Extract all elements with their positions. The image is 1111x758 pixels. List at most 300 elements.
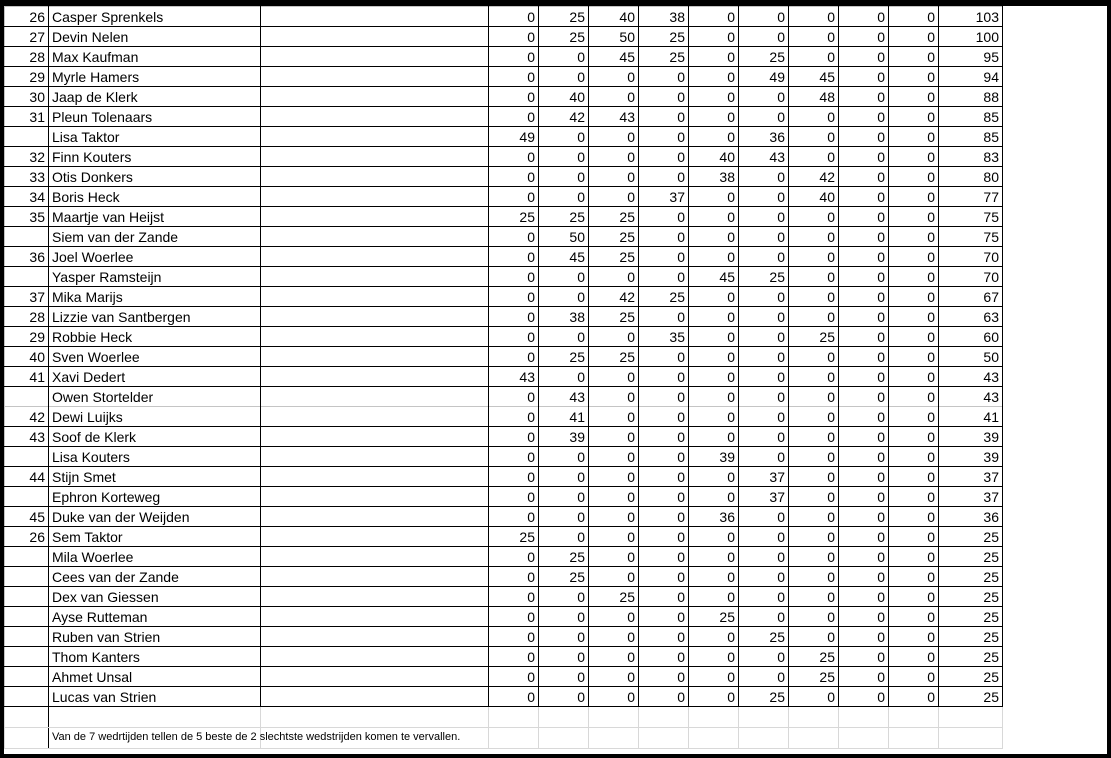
- score-cell[interactable]: 0: [489, 107, 539, 127]
- empty-cell[interactable]: [261, 387, 489, 407]
- score-cell[interactable]: 0: [739, 167, 789, 187]
- score-cell[interactable]: 0: [589, 367, 639, 387]
- score-cell[interactable]: 0: [739, 227, 789, 247]
- empty-cell[interactable]: [261, 607, 489, 627]
- score-cell[interactable]: 0: [889, 387, 939, 407]
- score-cell[interactable]: 0: [689, 527, 739, 547]
- score-cell[interactable]: 0: [589, 127, 639, 147]
- rank-cell[interactable]: 36: [5, 247, 49, 267]
- score-cell[interactable]: 0: [489, 187, 539, 207]
- score-cell[interactable]: 0: [889, 127, 939, 147]
- name-cell[interactable]: Casper Sprenkels: [49, 7, 261, 27]
- score-cell[interactable]: 25: [539, 547, 589, 567]
- score-cell[interactable]: 25: [589, 307, 639, 327]
- empty-cell[interactable]: [689, 728, 739, 749]
- score-cell[interactable]: 0: [639, 567, 689, 587]
- name-cell[interactable]: Duke van der Weijden: [49, 507, 261, 527]
- rank-cell[interactable]: 42: [5, 407, 49, 427]
- score-cell[interactable]: 43: [739, 147, 789, 167]
- rank-cell[interactable]: 35: [5, 207, 49, 227]
- score-cell[interactable]: 42: [589, 287, 639, 307]
- name-cell[interactable]: Xavi Dedert: [49, 367, 261, 387]
- score-cell[interactable]: 0: [639, 627, 689, 647]
- score-cell[interactable]: 0: [839, 47, 889, 67]
- score-cell[interactable]: 0: [639, 407, 689, 427]
- score-cell[interactable]: 0: [539, 667, 589, 687]
- score-cell[interactable]: 0: [489, 27, 539, 47]
- score-cell[interactable]: 0: [539, 647, 589, 667]
- score-cell[interactable]: 0: [689, 367, 739, 387]
- empty-cell[interactable]: [261, 587, 489, 607]
- score-cell[interactable]: 25: [539, 347, 589, 367]
- score-cell[interactable]: 40: [539, 87, 589, 107]
- score-cell[interactable]: 0: [839, 207, 889, 227]
- score-cell[interactable]: 0: [689, 427, 739, 447]
- score-cell[interactable]: 0: [639, 147, 689, 167]
- score-cell[interactable]: 25: [639, 27, 689, 47]
- score-cell[interactable]: 0: [739, 607, 789, 627]
- score-cell[interactable]: 0: [639, 67, 689, 87]
- score-cell[interactable]: 0: [889, 187, 939, 207]
- score-cell[interactable]: 0: [689, 687, 739, 707]
- score-cell[interactable]: 0: [889, 47, 939, 67]
- score-cell[interactable]: 0: [739, 347, 789, 367]
- score-cell[interactable]: 0: [889, 467, 939, 487]
- score-cell[interactable]: 0: [589, 467, 639, 487]
- total-cell[interactable]: 37: [939, 467, 1003, 487]
- score-cell[interactable]: 0: [539, 167, 589, 187]
- score-cell[interactable]: 25: [789, 647, 839, 667]
- rank-cell[interactable]: 41: [5, 367, 49, 387]
- score-cell[interactable]: 0: [789, 287, 839, 307]
- score-cell[interactable]: 0: [589, 487, 639, 507]
- score-cell[interactable]: 0: [539, 507, 589, 527]
- score-cell[interactable]: 0: [739, 307, 789, 327]
- score-cell[interactable]: 0: [739, 107, 789, 127]
- total-cell[interactable]: 85: [939, 107, 1003, 127]
- score-cell[interactable]: 0: [489, 247, 539, 267]
- score-cell[interactable]: 36: [689, 507, 739, 527]
- score-cell[interactable]: 0: [539, 67, 589, 87]
- score-cell[interactable]: 25: [489, 527, 539, 547]
- score-cell[interactable]: 0: [689, 327, 739, 347]
- score-cell[interactable]: 0: [739, 407, 789, 427]
- score-cell[interactable]: 0: [739, 7, 789, 27]
- empty-cell[interactable]: [261, 7, 489, 27]
- score-cell[interactable]: 0: [689, 547, 739, 567]
- score-cell[interactable]: 0: [789, 687, 839, 707]
- score-cell[interactable]: 0: [839, 327, 889, 347]
- rank-cell[interactable]: 26: [5, 527, 49, 547]
- name-cell[interactable]: Siem van der Zande: [49, 227, 261, 247]
- total-cell[interactable]: 25: [939, 627, 1003, 647]
- score-cell[interactable]: 0: [539, 487, 589, 507]
- empty-cell[interactable]: [261, 467, 489, 487]
- score-cell[interactable]: 0: [839, 287, 889, 307]
- name-cell[interactable]: Myrle Hamers: [49, 67, 261, 87]
- score-cell[interactable]: 0: [639, 527, 689, 547]
- score-cell[interactable]: 0: [489, 487, 539, 507]
- score-cell[interactable]: 0: [889, 347, 939, 367]
- score-cell[interactable]: 0: [589, 87, 639, 107]
- total-cell[interactable]: 50: [939, 347, 1003, 367]
- score-cell[interactable]: 0: [889, 227, 939, 247]
- rank-cell[interactable]: 32: [5, 147, 49, 167]
- score-cell[interactable]: 0: [739, 527, 789, 547]
- score-cell[interactable]: 0: [489, 507, 539, 527]
- score-cell[interactable]: 0: [889, 7, 939, 27]
- score-cell[interactable]: 0: [889, 667, 939, 687]
- total-cell[interactable]: 36: [939, 507, 1003, 527]
- score-cell[interactable]: 0: [589, 647, 639, 667]
- score-cell[interactable]: 25: [539, 567, 589, 587]
- total-cell[interactable]: 25: [939, 547, 1003, 567]
- score-cell[interactable]: 0: [739, 587, 789, 607]
- score-cell[interactable]: 43: [489, 367, 539, 387]
- name-cell[interactable]: Sven Woerlee: [49, 347, 261, 367]
- score-cell[interactable]: 0: [789, 147, 839, 167]
- score-cell[interactable]: 0: [839, 547, 889, 567]
- empty-cell[interactable]: [261, 667, 489, 687]
- score-cell[interactable]: 0: [889, 27, 939, 47]
- score-cell[interactable]: 0: [689, 567, 739, 587]
- score-cell[interactable]: 0: [739, 427, 789, 447]
- total-cell[interactable]: 37: [939, 487, 1003, 507]
- score-cell[interactable]: 0: [639, 687, 689, 707]
- rank-cell[interactable]: 27: [5, 27, 49, 47]
- score-cell[interactable]: 0: [639, 307, 689, 327]
- score-cell[interactable]: 0: [689, 27, 739, 47]
- score-cell[interactable]: 0: [789, 7, 839, 27]
- name-cell[interactable]: Ruben van Strien: [49, 627, 261, 647]
- empty-cell[interactable]: [261, 187, 489, 207]
- score-cell[interactable]: 0: [539, 367, 589, 387]
- total-cell[interactable]: 25: [939, 687, 1003, 707]
- score-cell[interactable]: 0: [839, 627, 889, 647]
- score-cell[interactable]: 0: [539, 47, 589, 67]
- score-cell[interactable]: 0: [489, 7, 539, 27]
- score-cell[interactable]: 0: [489, 327, 539, 347]
- total-cell[interactable]: 95: [939, 47, 1003, 67]
- score-cell[interactable]: 0: [489, 387, 539, 407]
- empty-cell[interactable]: [261, 47, 489, 67]
- total-cell[interactable]: 25: [939, 587, 1003, 607]
- score-cell[interactable]: 0: [489, 427, 539, 447]
- name-cell[interactable]: Ayse Rutteman: [49, 607, 261, 627]
- empty-cell[interactable]: [939, 707, 1003, 728]
- score-cell[interactable]: 0: [539, 467, 589, 487]
- name-cell[interactable]: Jaap de Klerk: [49, 87, 261, 107]
- rank-cell[interactable]: [5, 487, 49, 507]
- score-cell[interactable]: 38: [539, 307, 589, 327]
- rank-cell[interactable]: [5, 267, 49, 287]
- total-cell[interactable]: 39: [939, 447, 1003, 467]
- total-cell[interactable]: 75: [939, 207, 1003, 227]
- total-cell[interactable]: 83: [939, 147, 1003, 167]
- score-cell[interactable]: 0: [789, 387, 839, 407]
- rank-cell[interactable]: 34: [5, 187, 49, 207]
- name-cell[interactable]: Devin Nelen: [49, 27, 261, 47]
- score-cell[interactable]: 0: [639, 387, 689, 407]
- score-cell[interactable]: 0: [539, 147, 589, 167]
- empty-cell[interactable]: [261, 347, 489, 367]
- score-cell[interactable]: 41: [539, 407, 589, 427]
- score-cell[interactable]: 0: [839, 147, 889, 167]
- score-cell[interactable]: 0: [589, 547, 639, 567]
- score-cell[interactable]: 25: [739, 267, 789, 287]
- score-cell[interactable]: 0: [589, 427, 639, 447]
- score-cell[interactable]: 0: [789, 367, 839, 387]
- rank-cell[interactable]: [5, 547, 49, 567]
- name-cell[interactable]: Finn Kouters: [49, 147, 261, 167]
- score-cell[interactable]: 37: [739, 467, 789, 487]
- empty-cell[interactable]: [261, 447, 489, 467]
- rank-cell[interactable]: [5, 587, 49, 607]
- empty-cell[interactable]: [539, 707, 589, 728]
- name-cell[interactable]: Dewi Luijks: [49, 407, 261, 427]
- score-cell[interactable]: 0: [589, 67, 639, 87]
- score-cell[interactable]: 0: [739, 87, 789, 107]
- empty-cell[interactable]: [261, 567, 489, 587]
- score-cell[interactable]: 42: [539, 107, 589, 127]
- total-cell[interactable]: 25: [939, 527, 1003, 547]
- empty-cell[interactable]: [639, 707, 689, 728]
- score-cell[interactable]: 0: [689, 67, 739, 87]
- empty-cell[interactable]: [489, 707, 539, 728]
- score-cell[interactable]: 0: [639, 347, 689, 367]
- score-cell[interactable]: 0: [689, 87, 739, 107]
- score-cell[interactable]: 0: [489, 87, 539, 107]
- score-cell[interactable]: 0: [489, 467, 539, 487]
- score-cell[interactable]: 0: [639, 127, 689, 147]
- score-cell[interactable]: 0: [539, 587, 589, 607]
- score-cell[interactable]: 0: [689, 287, 739, 307]
- score-cell[interactable]: 49: [489, 127, 539, 147]
- score-cell[interactable]: 0: [839, 587, 889, 607]
- score-cell[interactable]: 0: [489, 67, 539, 87]
- total-cell[interactable]: 94: [939, 67, 1003, 87]
- score-cell[interactable]: 25: [539, 27, 589, 47]
- score-cell[interactable]: 0: [889, 647, 939, 667]
- score-cell[interactable]: 0: [889, 447, 939, 467]
- score-cell[interactable]: 0: [789, 407, 839, 427]
- empty-cell[interactable]: [261, 707, 489, 728]
- score-cell[interactable]: 0: [789, 467, 839, 487]
- empty-cell[interactable]: [639, 728, 689, 749]
- score-cell[interactable]: 0: [789, 527, 839, 547]
- total-cell[interactable]: 25: [939, 607, 1003, 627]
- total-cell[interactable]: 43: [939, 387, 1003, 407]
- rank-cell[interactable]: 44: [5, 467, 49, 487]
- name-cell[interactable]: Boris Heck: [49, 187, 261, 207]
- score-cell[interactable]: 0: [489, 447, 539, 467]
- score-cell[interactable]: 25: [589, 347, 639, 367]
- score-cell[interactable]: 0: [639, 247, 689, 267]
- score-cell[interactable]: 0: [489, 267, 539, 287]
- empty-cell[interactable]: [261, 107, 489, 127]
- score-cell[interactable]: 0: [889, 407, 939, 427]
- score-cell[interactable]: 0: [689, 387, 739, 407]
- score-cell[interactable]: 0: [639, 647, 689, 667]
- empty-cell[interactable]: [261, 87, 489, 107]
- rank-cell[interactable]: 29: [5, 67, 49, 87]
- name-cell[interactable]: Soof de Klerk: [49, 427, 261, 447]
- score-cell[interactable]: 0: [489, 587, 539, 607]
- empty-cell[interactable]: [839, 707, 889, 728]
- score-cell[interactable]: 0: [739, 367, 789, 387]
- score-cell[interactable]: 0: [589, 687, 639, 707]
- score-cell[interactable]: 0: [839, 127, 889, 147]
- rank-cell[interactable]: [5, 647, 49, 667]
- empty-cell[interactable]: [261, 547, 489, 567]
- empty-cell[interactable]: [5, 707, 49, 728]
- score-cell[interactable]: 0: [739, 27, 789, 47]
- score-cell[interactable]: 0: [489, 407, 539, 427]
- score-cell[interactable]: 0: [689, 487, 739, 507]
- score-cell[interactable]: 0: [589, 527, 639, 547]
- total-cell[interactable]: 67: [939, 287, 1003, 307]
- score-cell[interactable]: 0: [839, 107, 889, 127]
- score-cell[interactable]: 0: [889, 247, 939, 267]
- empty-cell[interactable]: [261, 227, 489, 247]
- score-cell[interactable]: 0: [739, 547, 789, 567]
- score-cell[interactable]: 0: [539, 687, 589, 707]
- score-cell[interactable]: 0: [889, 567, 939, 587]
- score-cell[interactable]: 45: [689, 267, 739, 287]
- total-cell[interactable]: 77: [939, 187, 1003, 207]
- score-cell[interactable]: 0: [839, 87, 889, 107]
- score-cell[interactable]: 0: [489, 687, 539, 707]
- score-cell[interactable]: 0: [789, 307, 839, 327]
- score-cell[interactable]: 25: [589, 587, 639, 607]
- score-cell[interactable]: 40: [689, 147, 739, 167]
- name-cell[interactable]: Lucas van Strien: [49, 687, 261, 707]
- rank-cell[interactable]: 31: [5, 107, 49, 127]
- score-cell[interactable]: 25: [589, 227, 639, 247]
- score-cell[interactable]: 0: [889, 207, 939, 227]
- score-cell[interactable]: 0: [839, 187, 889, 207]
- total-cell[interactable]: 39: [939, 427, 1003, 447]
- score-cell[interactable]: 43: [589, 107, 639, 127]
- score-cell[interactable]: 0: [689, 7, 739, 27]
- rank-cell[interactable]: [5, 627, 49, 647]
- score-cell[interactable]: 0: [639, 207, 689, 227]
- score-cell[interactable]: 0: [889, 487, 939, 507]
- rank-cell[interactable]: 43: [5, 427, 49, 447]
- score-cell[interactable]: 0: [589, 167, 639, 187]
- rank-cell[interactable]: 30: [5, 87, 49, 107]
- score-cell[interactable]: 0: [639, 107, 689, 127]
- empty-cell[interactable]: [789, 728, 839, 749]
- empty-cell[interactable]: [261, 287, 489, 307]
- total-cell[interactable]: 70: [939, 247, 1003, 267]
- score-cell[interactable]: 0: [839, 527, 889, 547]
- score-cell[interactable]: 0: [789, 347, 839, 367]
- score-cell[interactable]: 25: [739, 687, 789, 707]
- score-cell[interactable]: 0: [839, 667, 889, 687]
- score-cell[interactable]: 0: [839, 387, 889, 407]
- empty-cell[interactable]: [261, 327, 489, 347]
- score-cell[interactable]: 0: [689, 587, 739, 607]
- rank-cell[interactable]: [5, 607, 49, 627]
- score-cell[interactable]: 0: [489, 147, 539, 167]
- score-cell[interactable]: 0: [489, 627, 539, 647]
- score-cell[interactable]: 0: [739, 287, 789, 307]
- score-cell[interactable]: 37: [739, 487, 789, 507]
- score-cell[interactable]: 0: [739, 327, 789, 347]
- score-cell[interactable]: 0: [839, 507, 889, 527]
- score-cell[interactable]: 25: [539, 7, 589, 27]
- score-cell[interactable]: 43: [539, 387, 589, 407]
- empty-cell[interactable]: [261, 627, 489, 647]
- name-cell[interactable]: Cees van der Zande: [49, 567, 261, 587]
- score-cell[interactable]: 0: [589, 267, 639, 287]
- score-cell[interactable]: 0: [839, 427, 889, 447]
- score-cell[interactable]: 25: [689, 607, 739, 627]
- empty-cell[interactable]: [261, 167, 489, 187]
- score-cell[interactable]: 0: [839, 567, 889, 587]
- score-cell[interactable]: 0: [789, 547, 839, 567]
- empty-cell[interactable]: [489, 728, 539, 749]
- score-cell[interactable]: 0: [839, 367, 889, 387]
- rank-cell[interactable]: 28: [5, 47, 49, 67]
- score-cell[interactable]: 45: [589, 47, 639, 67]
- empty-cell[interactable]: [261, 427, 489, 447]
- score-cell[interactable]: 0: [789, 587, 839, 607]
- score-cell[interactable]: 0: [689, 47, 739, 67]
- score-cell[interactable]: 25: [589, 247, 639, 267]
- empty-cell[interactable]: [261, 527, 489, 547]
- total-cell[interactable]: 60: [939, 327, 1003, 347]
- score-cell[interactable]: 25: [539, 207, 589, 227]
- score-cell[interactable]: 0: [739, 187, 789, 207]
- score-cell[interactable]: 0: [539, 287, 589, 307]
- score-cell[interactable]: 0: [639, 267, 689, 287]
- score-cell[interactable]: 0: [839, 267, 889, 287]
- score-cell[interactable]: 0: [489, 567, 539, 587]
- score-cell[interactable]: 0: [639, 227, 689, 247]
- score-cell[interactable]: 0: [689, 127, 739, 147]
- empty-cell[interactable]: [739, 707, 789, 728]
- total-cell[interactable]: 25: [939, 567, 1003, 587]
- score-cell[interactable]: 0: [639, 587, 689, 607]
- score-cell[interactable]: 0: [689, 467, 739, 487]
- total-cell[interactable]: 85: [939, 127, 1003, 147]
- score-cell[interactable]: 0: [839, 247, 889, 267]
- score-cell[interactable]: 0: [739, 667, 789, 687]
- empty-cell[interactable]: [261, 267, 489, 287]
- name-cell[interactable]: Maartje van Heijst: [49, 207, 261, 227]
- score-cell[interactable]: 0: [589, 187, 639, 207]
- name-cell[interactable]: Max Kaufman: [49, 47, 261, 67]
- score-cell[interactable]: 40: [789, 187, 839, 207]
- score-cell[interactable]: 0: [789, 267, 839, 287]
- score-cell[interactable]: 0: [589, 327, 639, 347]
- score-cell[interactable]: 0: [489, 287, 539, 307]
- score-cell[interactable]: 0: [539, 527, 589, 547]
- score-cell[interactable]: 0: [689, 207, 739, 227]
- rank-cell[interactable]: 26: [5, 7, 49, 27]
- score-cell[interactable]: 0: [889, 107, 939, 127]
- score-cell[interactable]: 0: [889, 67, 939, 87]
- rank-cell[interactable]: 29: [5, 327, 49, 347]
- score-cell[interactable]: 0: [789, 47, 839, 67]
- rank-cell[interactable]: 33: [5, 167, 49, 187]
- score-cell[interactable]: 0: [639, 367, 689, 387]
- score-cell[interactable]: 0: [689, 107, 739, 127]
- score-cell[interactable]: 0: [639, 447, 689, 467]
- score-cell[interactable]: 0: [539, 607, 589, 627]
